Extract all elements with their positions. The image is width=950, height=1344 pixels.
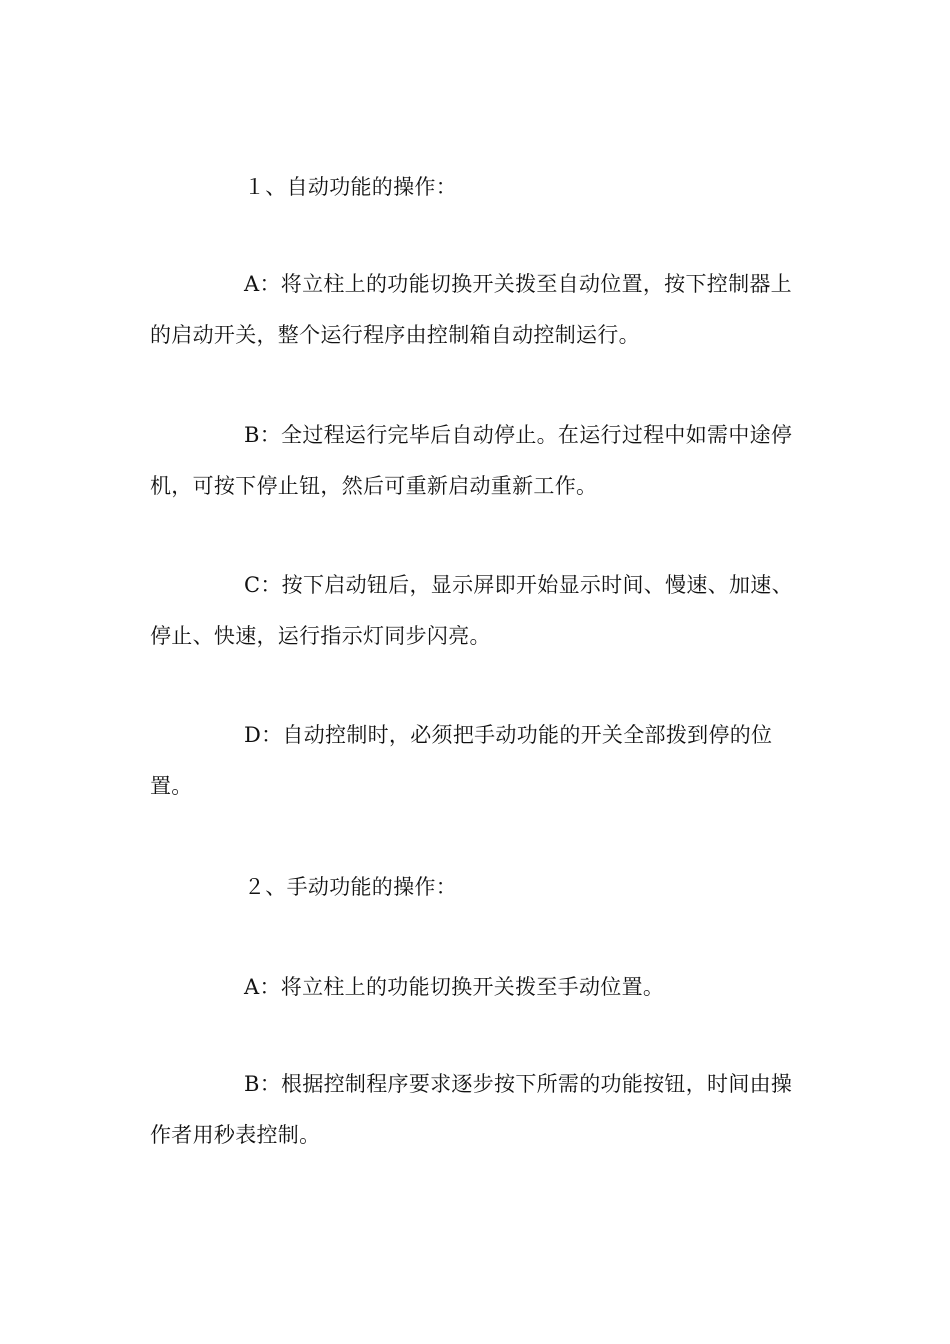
section-1-item-d: D：自动控制时，必须把手动功能的开关全部拨到停的位置。 bbox=[150, 723, 773, 798]
section-2-item-b: B：根据控制程序要求逐步按下所需的功能按钮，时间由操作者用秒表控制。 bbox=[150, 1072, 793, 1147]
section-1-heading: １、自动功能的操作： bbox=[244, 175, 457, 199]
section-2-item-a: A：将立柱上的功能切换开关拨至手动位置。 bbox=[244, 975, 665, 999]
section-1-item-c: C：按下启动钮后，显示屏即开始显示时间、慢速、加速、停止、快速，运行指示灯同步闪亮。 bbox=[150, 573, 793, 648]
section-1-item-a: A：将立柱上的功能切换开关拨至自动位置，按下控制器上的启动开关，整个运行程序由控制箱自动控制运行。 bbox=[150, 272, 792, 347]
section-2-heading: ２、手动功能的操作： bbox=[244, 875, 457, 899]
section-1-item-b: B：全过程运行完毕后自动停止。在运行过程中如需中途停机，可按下停止钮，然后可重新启动重新工作。 bbox=[150, 423, 793, 498]
